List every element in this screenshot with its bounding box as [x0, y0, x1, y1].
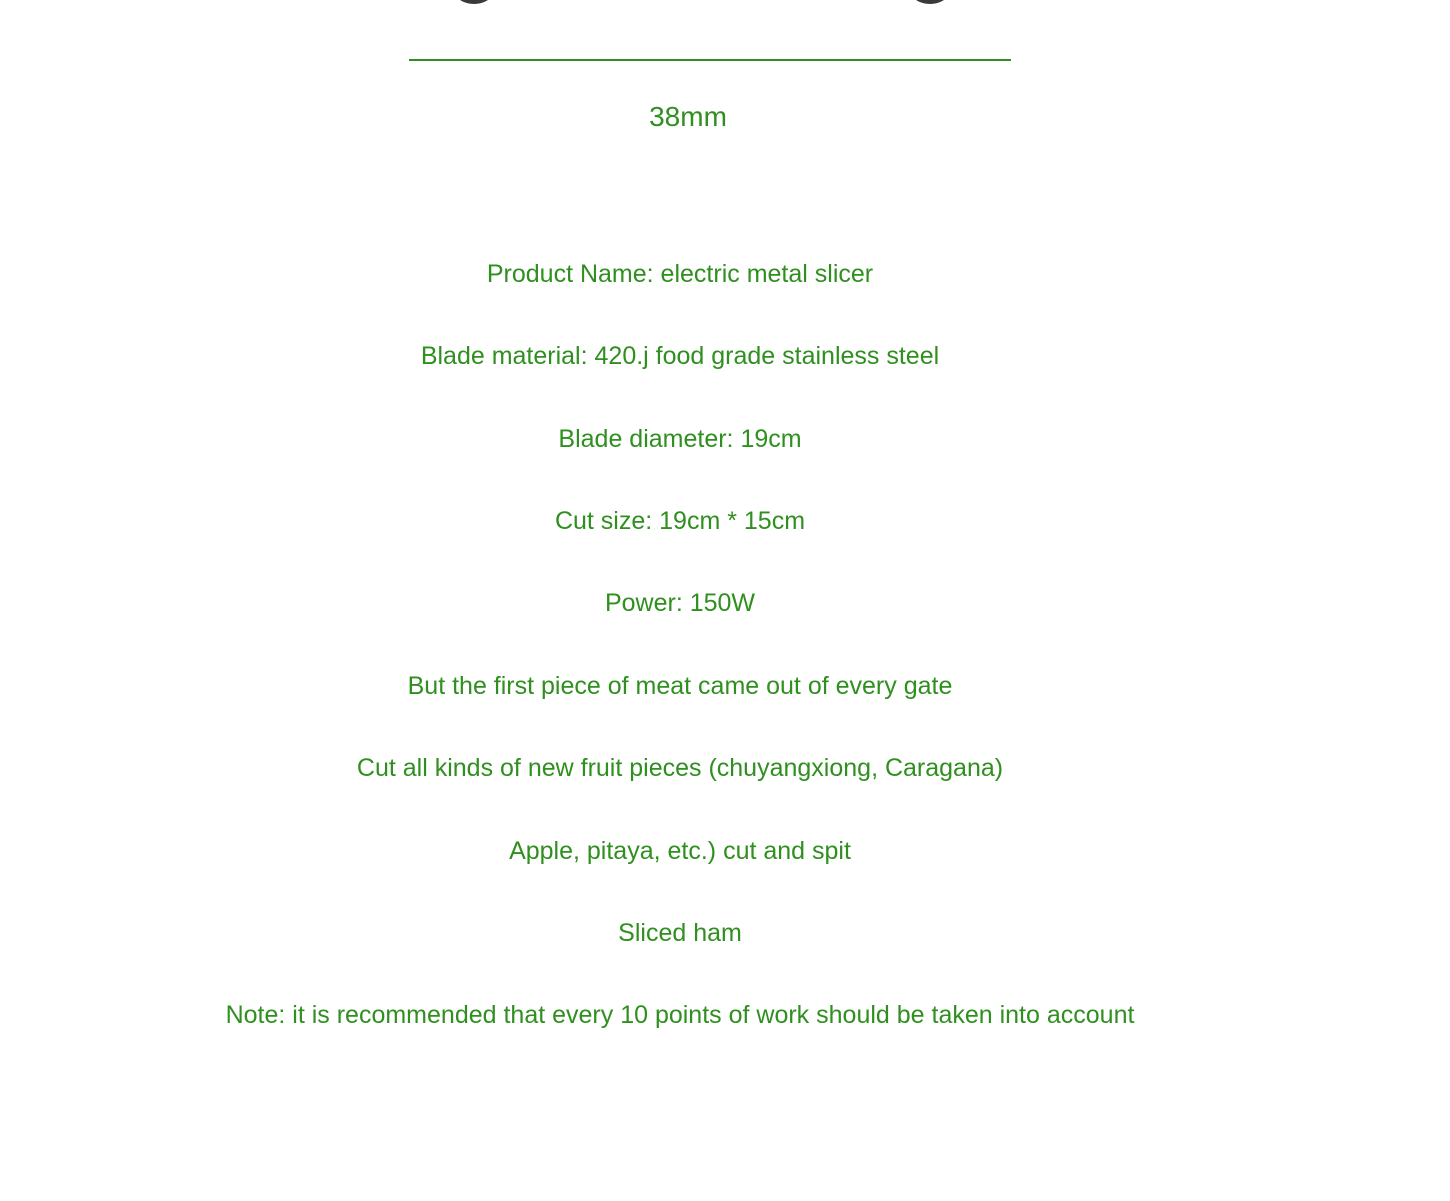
spec-apple-pitaya: Apple, pitaya, etc.) cut and spit: [509, 837, 851, 865]
slicer-part-shape: [912, 0, 948, 4]
spec-cut-fruit: Cut all kinds of new fruit pieces (chuyangxiong, Caragana): [356, 754, 1004, 782]
dimension-line: [409, 59, 1011, 61]
spec-sliced-ham: Sliced ham: [618, 919, 742, 947]
dimension-label: 38mm: [649, 101, 727, 132]
spec-power: Power: 150W: [604, 589, 756, 617]
spec-product-name: Product Name: electric metal slicer: [486, 260, 874, 288]
spec-blade-diameter: Blade diameter: 19cm: [558, 425, 802, 453]
spec-first-piece: But the first piece of meat came out of every gate: [407, 672, 953, 700]
spec-note: Note: it is recommended that every 10 points of work should be taken into account: [225, 1001, 1135, 1029]
product-image-fragment: [0, 0, 1450, 12]
spec-cut-size: Cut size: 19cm * 15cm: [554, 507, 806, 535]
spec-blade-material: Blade material: 420.j food grade stainless steel: [420, 342, 940, 370]
slicer-part-shape: [456, 0, 492, 4]
